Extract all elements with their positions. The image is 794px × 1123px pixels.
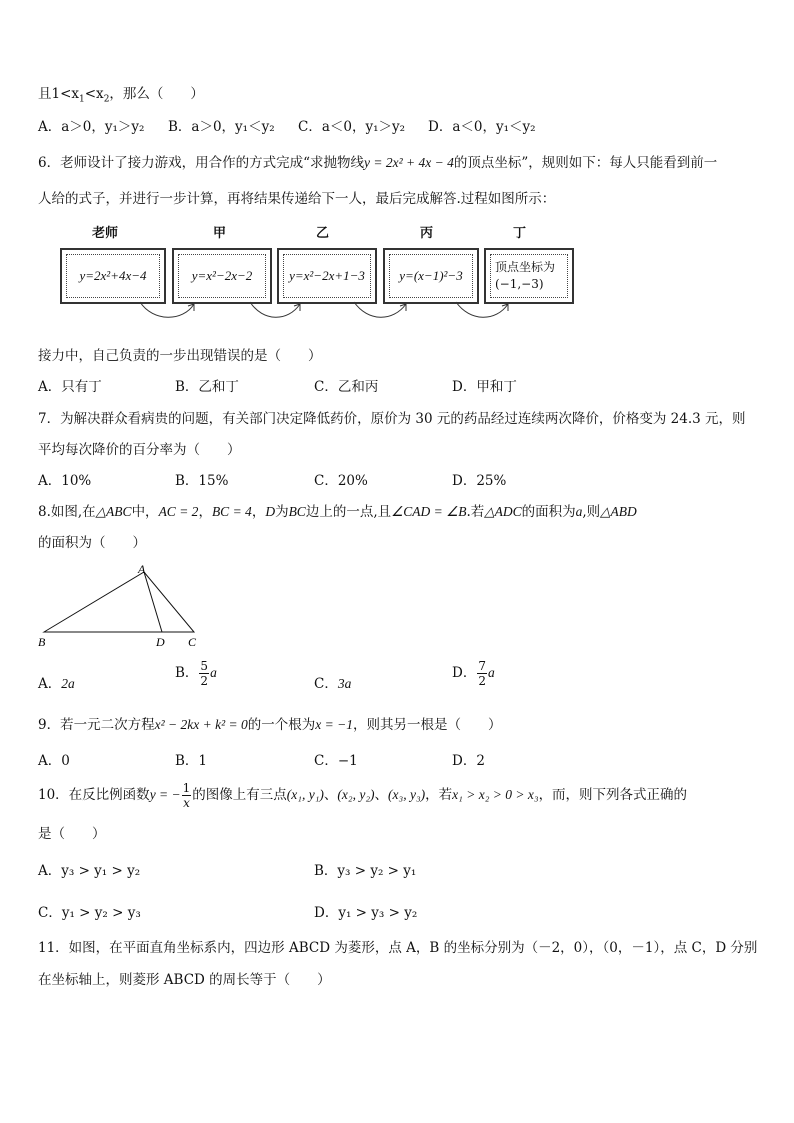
- q5-option-b[interactable]: B．a＞0，y₁＜y₂: [168, 119, 275, 135]
- relay-diagram: [58, 222, 758, 322]
- q8-triangle-figure: [38, 562, 218, 652]
- q5-stem-prefix: 且: [38, 86, 52, 102]
- q6-formula: y = 2x² + 4x − 4: [364, 155, 454, 170]
- q8-tri-abc: △ABC: [95, 504, 132, 519]
- q8-line1-e: .若: [466, 504, 485, 520]
- q6-stem-line2: 人给的式子，并进行一步计算，再将结果传递给下一人，最后完成解答.过程如图所示：: [38, 191, 556, 207]
- q8-bc2: BC: [288, 504, 306, 519]
- relay-arrow-1: [140, 302, 194, 317]
- q9-option-b[interactable]: B．1: [175, 753, 208, 769]
- relay-card-ding: [484, 248, 574, 304]
- q11-stem-line2: 在坐标轴上，则菱形 ABCD 的周长等于（ ）: [38, 972, 331, 988]
- relay-arrow-4: [456, 302, 508, 317]
- label-c: C: [188, 635, 197, 649]
- q8-line1-b: 中，: [131, 504, 159, 520]
- q9-root: x = −1: [315, 717, 353, 732]
- q8-option-d[interactable]: [452, 660, 495, 687]
- q10-option-a[interactable]: A．y₃ > y₁ > y₂: [38, 863, 141, 879]
- relay-card-yi: [277, 248, 377, 304]
- relay-name-jia: 甲: [213, 226, 227, 241]
- q8-comma1: ，: [198, 504, 212, 520]
- q10-point-2: (x₂, y₂): [337, 787, 375, 802]
- q8-option-d-var: a: [487, 665, 495, 680]
- relay-card-ding-line2: (−1,−3): [495, 277, 544, 291]
- q8-option-d-den: 2: [478, 674, 486, 688]
- q5-option-a[interactable]: A．a＞0，y₁＞y₂: [38, 119, 145, 135]
- q10-point-3: (x₃, y₃): [388, 787, 426, 802]
- relay-card-teacher-text: y=2x²+4x−4: [79, 268, 147, 283]
- q7-option-a[interactable]: A．10%: [38, 473, 92, 489]
- q8-ac: AC = 2: [158, 504, 199, 519]
- q9-prefix: 9．若一元二次方程: [38, 717, 155, 733]
- q8-tri-abd: △ABD: [600, 504, 637, 519]
- q8-d: D: [265, 504, 276, 519]
- q7-option-d[interactable]: D．25%: [452, 473, 507, 489]
- relay-name-yi: 乙: [316, 226, 330, 241]
- relay-card-teacher: [60, 248, 166, 304]
- q5-stem-sub1: 1: [79, 94, 85, 105]
- q10-cond-b: ，而，则下列各式正确的: [538, 787, 688, 803]
- q8-line1-a: 8.如图,在: [38, 504, 96, 520]
- q8-bc: BC = 4: [211, 504, 252, 519]
- q9-suffix: ，则其另一根是（ ）: [352, 717, 502, 733]
- q10-func-den: x: [183, 796, 190, 810]
- q8-option-c-label: C．: [314, 676, 338, 692]
- relay-card-jia: [172, 248, 272, 304]
- q11-stem-line1: 11．如图，在平面直角坐标系内，四边形 ABCD 为菱形，点 A，B 的坐标分别为（－2，0），（0，－1），点 C，D 分别: [38, 940, 758, 956]
- q10-stem-line2: 是（ ）: [38, 826, 106, 842]
- q6-stem-line1: [38, 151, 717, 171]
- q8-option-d-label: D．: [452, 665, 477, 681]
- label-d: D: [156, 635, 165, 649]
- q8-line1-f: 的面积为: [521, 504, 576, 520]
- q6-option-d[interactable]: D．甲和丁: [452, 379, 517, 395]
- q6-line1-b: 的顶点坐标”，规则如下：每人只能看到前一: [453, 155, 718, 171]
- relay-card-bing-text: y=(x−1)²−3: [399, 268, 463, 283]
- q10-func-fraction: [182, 782, 192, 809]
- q10-stem-line1: [38, 782, 687, 809]
- q5-stem-ineq: 1<x: [51, 86, 80, 102]
- q8-option-a[interactable]: [38, 672, 75, 692]
- relay-name-ding: 丁: [513, 226, 527, 241]
- relay-arrow-2: [250, 302, 300, 317]
- q10-option-b[interactable]: B．y₃ > y₂ > y₁: [314, 863, 417, 879]
- q8-option-b-num: 5: [200, 659, 209, 673]
- q10-sep1: 、: [323, 787, 338, 803]
- q8-option-a-label: A．: [38, 676, 62, 692]
- q6-option-b[interactable]: B．乙和丁: [175, 379, 239, 395]
- relay-arrows: [58, 300, 578, 322]
- label-b: B: [38, 635, 46, 649]
- q6-option-a[interactable]: A．只有丁: [38, 379, 102, 395]
- q9-option-d[interactable]: D．2: [452, 753, 485, 769]
- q10-sep2: 、: [374, 787, 389, 803]
- q10-mid: 的图像上有三点: [192, 787, 287, 803]
- segment-ad: [144, 572, 162, 632]
- q5-stem-mid: <x: [84, 86, 104, 102]
- q7-stem-line1: 7．为解决群众看病贵的问题，有关部门决定降低药价，原价为 30 元的药品经过连续两次降价，价格变为 24.3 元，则: [38, 411, 746, 427]
- q8-line1-d: 边上的一点,且: [305, 504, 392, 520]
- q8-option-c[interactable]: [314, 672, 351, 692]
- q10-cond-a: ，若: [425, 787, 453, 803]
- q10-func-num: 1: [182, 781, 191, 795]
- relay-card-bing: [383, 248, 479, 304]
- q5-stem: [38, 82, 204, 105]
- q5-option-c[interactable]: C．a＜0，y₁＞y₂: [298, 119, 406, 135]
- q5-stem-suffix: ，那么（ ）: [109, 86, 204, 102]
- q8-angle: ∠CAD = ∠B: [391, 504, 467, 519]
- q8-option-b-fraction: [199, 660, 209, 687]
- q8-option-b-var: a: [210, 665, 217, 680]
- relay-card-jia-text: y=x²−2x−2: [191, 268, 253, 283]
- q8-option-d-num: 7: [478, 659, 486, 673]
- label-a: A: [138, 562, 146, 576]
- q10-point-1: (x₁, y₁): [286, 787, 324, 802]
- relay-name-bing: 丙: [420, 226, 434, 241]
- q8-option-b-den: 2: [200, 674, 209, 688]
- q8-option-c-value: 3a: [337, 676, 352, 691]
- q8-option-d-fraction: [477, 660, 487, 687]
- q6-line1-a: 6．老师设计了接力游戏，用合作的方式完成“求抛物线: [38, 155, 364, 171]
- q8-stem-line1: [38, 500, 637, 520]
- q9-mid: 的一个根为: [247, 717, 316, 733]
- q6-question: 接力中，自己负责的一步出现错误的是（ ）: [38, 348, 322, 364]
- q7-stem-line2: 平均每次降价的百分率为（ ）: [38, 442, 241, 458]
- triangle-abc: [44, 572, 194, 632]
- q8-option-b-label: B．: [175, 665, 199, 681]
- q8-option-b[interactable]: [175, 660, 217, 687]
- q9-option-c[interactable]: C．−1: [314, 753, 358, 769]
- q10-option-d[interactable]: D．y₁ > y₃ > y₂: [314, 905, 418, 921]
- q8-line1-c: 为: [275, 504, 289, 520]
- q9-option-a[interactable]: A．0: [38, 753, 70, 769]
- q5-option-d[interactable]: D．a＜0，y₁＜y₂: [428, 119, 536, 135]
- relay-arrow-3: [354, 302, 406, 317]
- q8-a: a: [575, 504, 583, 519]
- q9-equation: x² − 2kx + k² = 0: [154, 717, 248, 732]
- q8-line1-g: ,则: [582, 504, 601, 520]
- q10-prefix: 10．在反比例函数: [38, 787, 150, 803]
- q8-stem-line2: 的面积为（ ）: [38, 535, 146, 551]
- q10-condition: x₁ > x₂ > 0 > x₃: [452, 787, 539, 802]
- q8-option-a-value: 2a: [61, 676, 75, 691]
- q8-tri-adc: △ADC: [484, 504, 522, 519]
- relay-card-yi-text: y=x²−2x+1−3: [289, 268, 365, 283]
- relay-card-ding-line1: 顶点坐标为: [495, 260, 556, 274]
- q8-comma2: ，: [251, 504, 266, 520]
- q10-option-c[interactable]: C．y₁ > y₂ > y₃: [38, 905, 141, 921]
- relay-name-teacher: 老师: [92, 226, 119, 241]
- q10-func-lhs: y = −: [149, 787, 181, 802]
- q6-option-c[interactable]: C．乙和丙: [314, 379, 379, 395]
- q5-stem-sub2: 2: [103, 94, 110, 105]
- q7-option-c[interactable]: C．20%: [314, 473, 368, 489]
- q7-option-b[interactable]: B．15%: [175, 473, 229, 489]
- q9-stem: [38, 713, 501, 733]
